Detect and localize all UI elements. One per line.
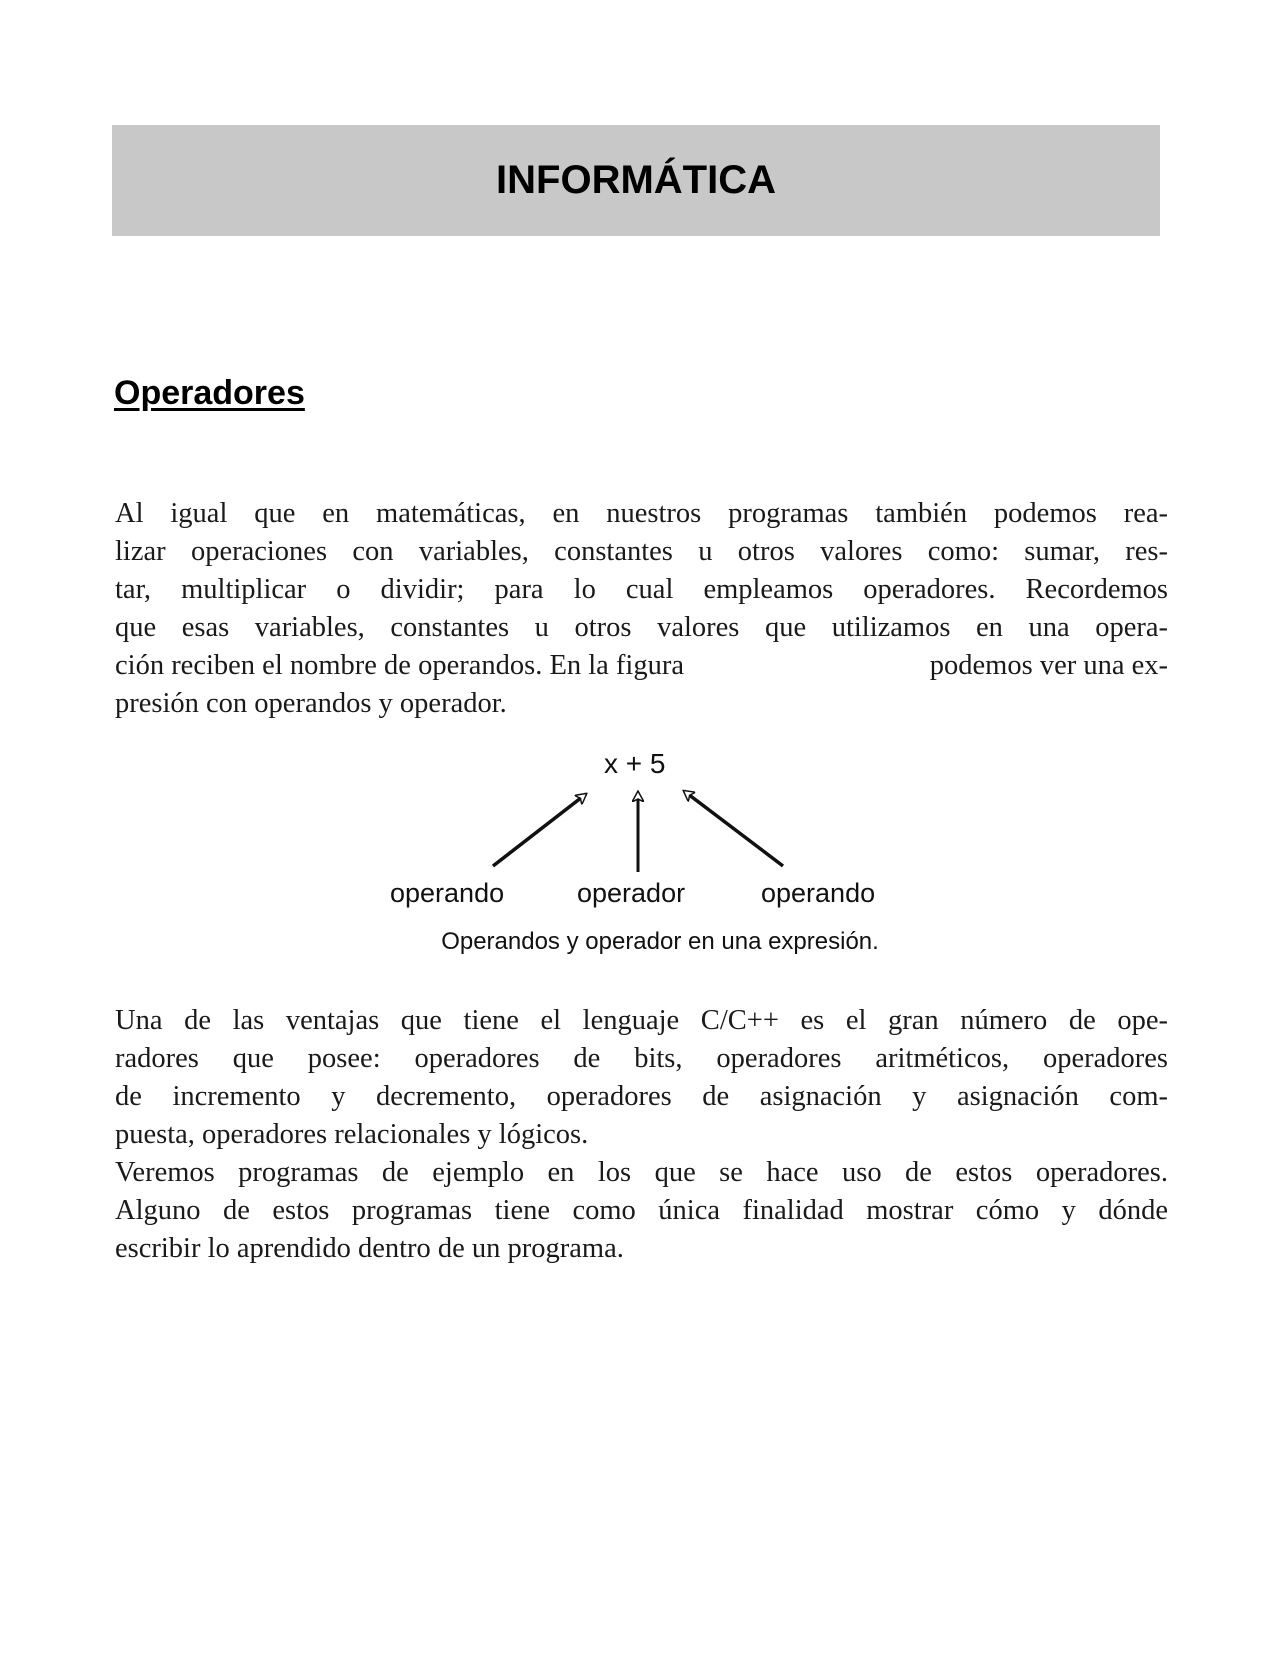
paragraph-operators: [115, 1002, 1168, 1268]
arrow-left: [493, 794, 586, 866]
expression: x + 5: [604, 748, 666, 779]
operator-label: operador: [577, 878, 686, 908]
text-line: presión con operandos y operador.: [115, 688, 507, 719]
text-line: Una de las ventajas que tiene el lenguaje C/C++ es el gran número de ope-: [115, 1005, 1168, 1036]
section-title: Operadores: [114, 374, 305, 412]
arrow-right: [684, 791, 783, 866]
figure-caption: Operandos y operador en una expresión.: [441, 928, 879, 955]
text-line: [115, 647, 1168, 685]
text-line: que esas variables, constantes u otros valores que utilizamos en una opera-: [115, 612, 1168, 643]
text-line: radores que posee: operadores de bits, operadores aritméticos, operadores: [115, 1043, 1168, 1074]
text-line: Alguno de estos programas tiene como única finalidad mostrar cómo y dónde: [115, 1195, 1168, 1226]
page-title: INFORMÁTICA: [496, 158, 776, 202]
figure-caption-wrap: [0, 928, 1280, 956]
paragraph-intro: [115, 495, 1168, 723]
text-line: puesta, operadores relacionales y lógicos.: [115, 1119, 589, 1150]
operand-label-right: operando: [761, 878, 876, 908]
header-banner: [112, 125, 1160, 236]
text-line: lizar operaciones con variables, constantes u otros valores como: sumar, res-: [115, 536, 1168, 567]
text-line: Al igual que en matemáticas, en nuestros programas también podemos rea-: [115, 498, 1168, 529]
text-line: escribir lo aprendido dentro de un programa.: [115, 1233, 624, 1264]
text-fragment: ción reciben el nombre de operandos. En la figura: [115, 650, 684, 681]
text-fragment: podemos ver una ex-: [929, 650, 1168, 681]
operand-label-left: operando: [390, 878, 505, 908]
text-line: Veremos programas de ejemplo en los que se hace uso de estos operadores.: [115, 1157, 1168, 1188]
text-line: de incremento y decremento, operadores de asignación y asignación com-: [115, 1081, 1168, 1112]
text-line: tar, multiplicar o dividir; para lo cual empleamos operadores. Recordemos: [115, 574, 1168, 605]
